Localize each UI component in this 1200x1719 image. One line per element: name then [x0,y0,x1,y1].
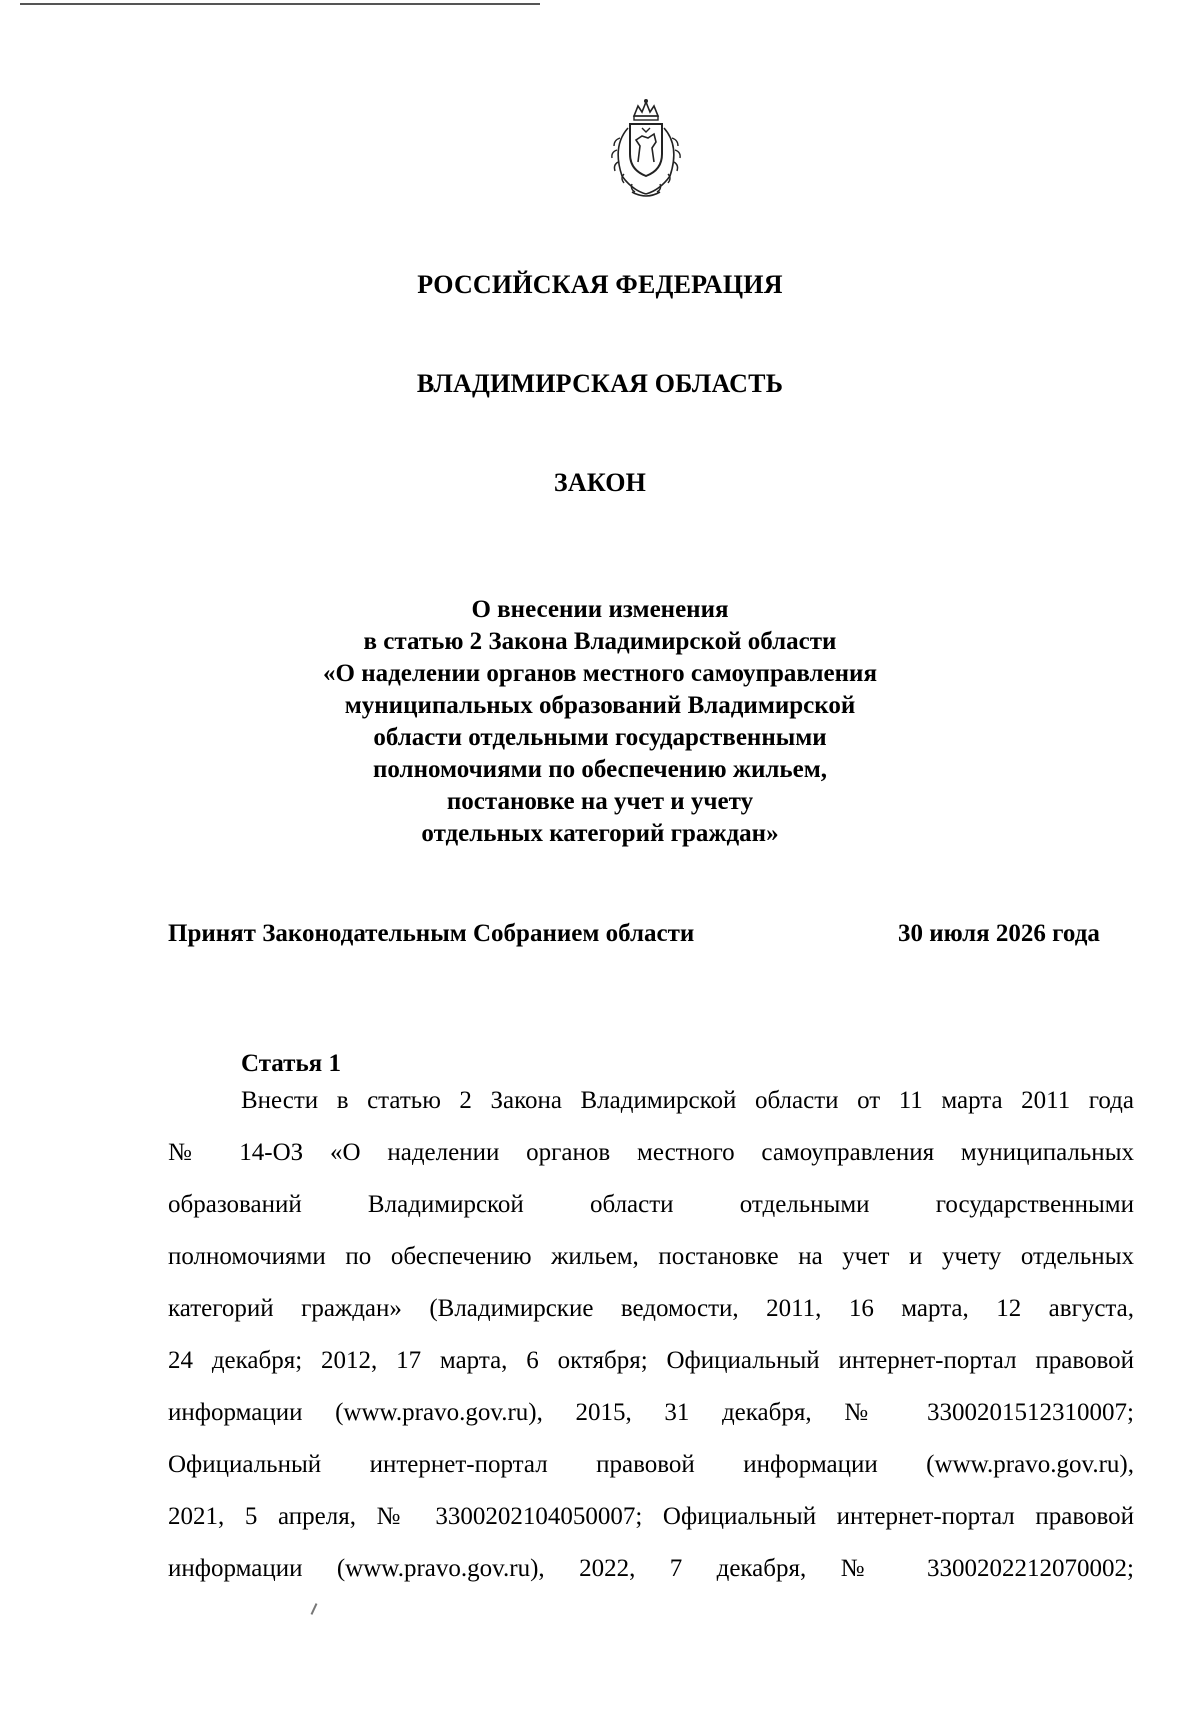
article-line: Официальный интернет-портал правовой информации (www.pravo.gov.ru), [168,1451,1134,1478]
article-line: 2021, 5 апреля, № 3300202104050007; Официальный интернет-портал правовой [168,1503,1134,1530]
title-line: «О наделении органов местного самоуправления [323,660,877,687]
article-line: № 14-ОЗ «О наделении органов местного самоуправления муниципальных [168,1139,1134,1166]
article-line: информации (www.pravo.gov.ru), 2015, 31 декабря, № 3300201512310007; [168,1399,1134,1426]
article-line: образований Владимирской области отдельными государственными [168,1191,1134,1218]
article-heading: Статья 1 [241,1050,341,1077]
adopted-by: Принят Законодательным Собранием области [168,920,695,947]
adoption-date: 30 июля 2026 года [898,920,1100,947]
law-title [250,594,950,850]
title-line: в статью 2 Закона Владимирской области [363,628,837,655]
title-line: постановке на учет и учету [446,788,754,815]
country-heading: РОССИЙСКАЯ ФЕДЕРАЦИЯ [417,270,783,299]
article-line: категорий граждан» (Владимирские ведомости, 2011, 16 марта, 12 августа, [168,1295,1134,1322]
article-body [168,1075,1134,1595]
article-line: 24 декабря; 2012, 17 марта, 6 октября; Официальный интернет-портал правовой [168,1347,1134,1374]
article-line: информации (www.pravo.gov.ru), 2022, 7 декабря, № 3300202212070002; [168,1555,1134,1582]
coat-of-arms-icon [600,98,692,200]
scan-speck [311,1603,318,1615]
document-type-heading: ЗАКОН [553,468,647,497]
title-line: области отдельными государственными [373,724,827,751]
region-heading: ВЛАДИМИРСКАЯ ОБЛАСТЬ [416,369,784,398]
title-line: полномочиями по обеспечению жильем, [372,756,827,783]
title-line: О внесении изменения [471,596,729,623]
title-line: отдельных категорий граждан» [421,820,779,847]
title-line: муниципальных образований Владимирской [344,692,856,719]
article-line: Внести в статью 2 Закона Владимирской области от 11 марта 2011 года [241,1087,1134,1114]
article-line: полномочиями по обеспечению жильем, постановке на учет и учету отдельных [168,1243,1134,1270]
top-scan-rule [20,3,540,5]
